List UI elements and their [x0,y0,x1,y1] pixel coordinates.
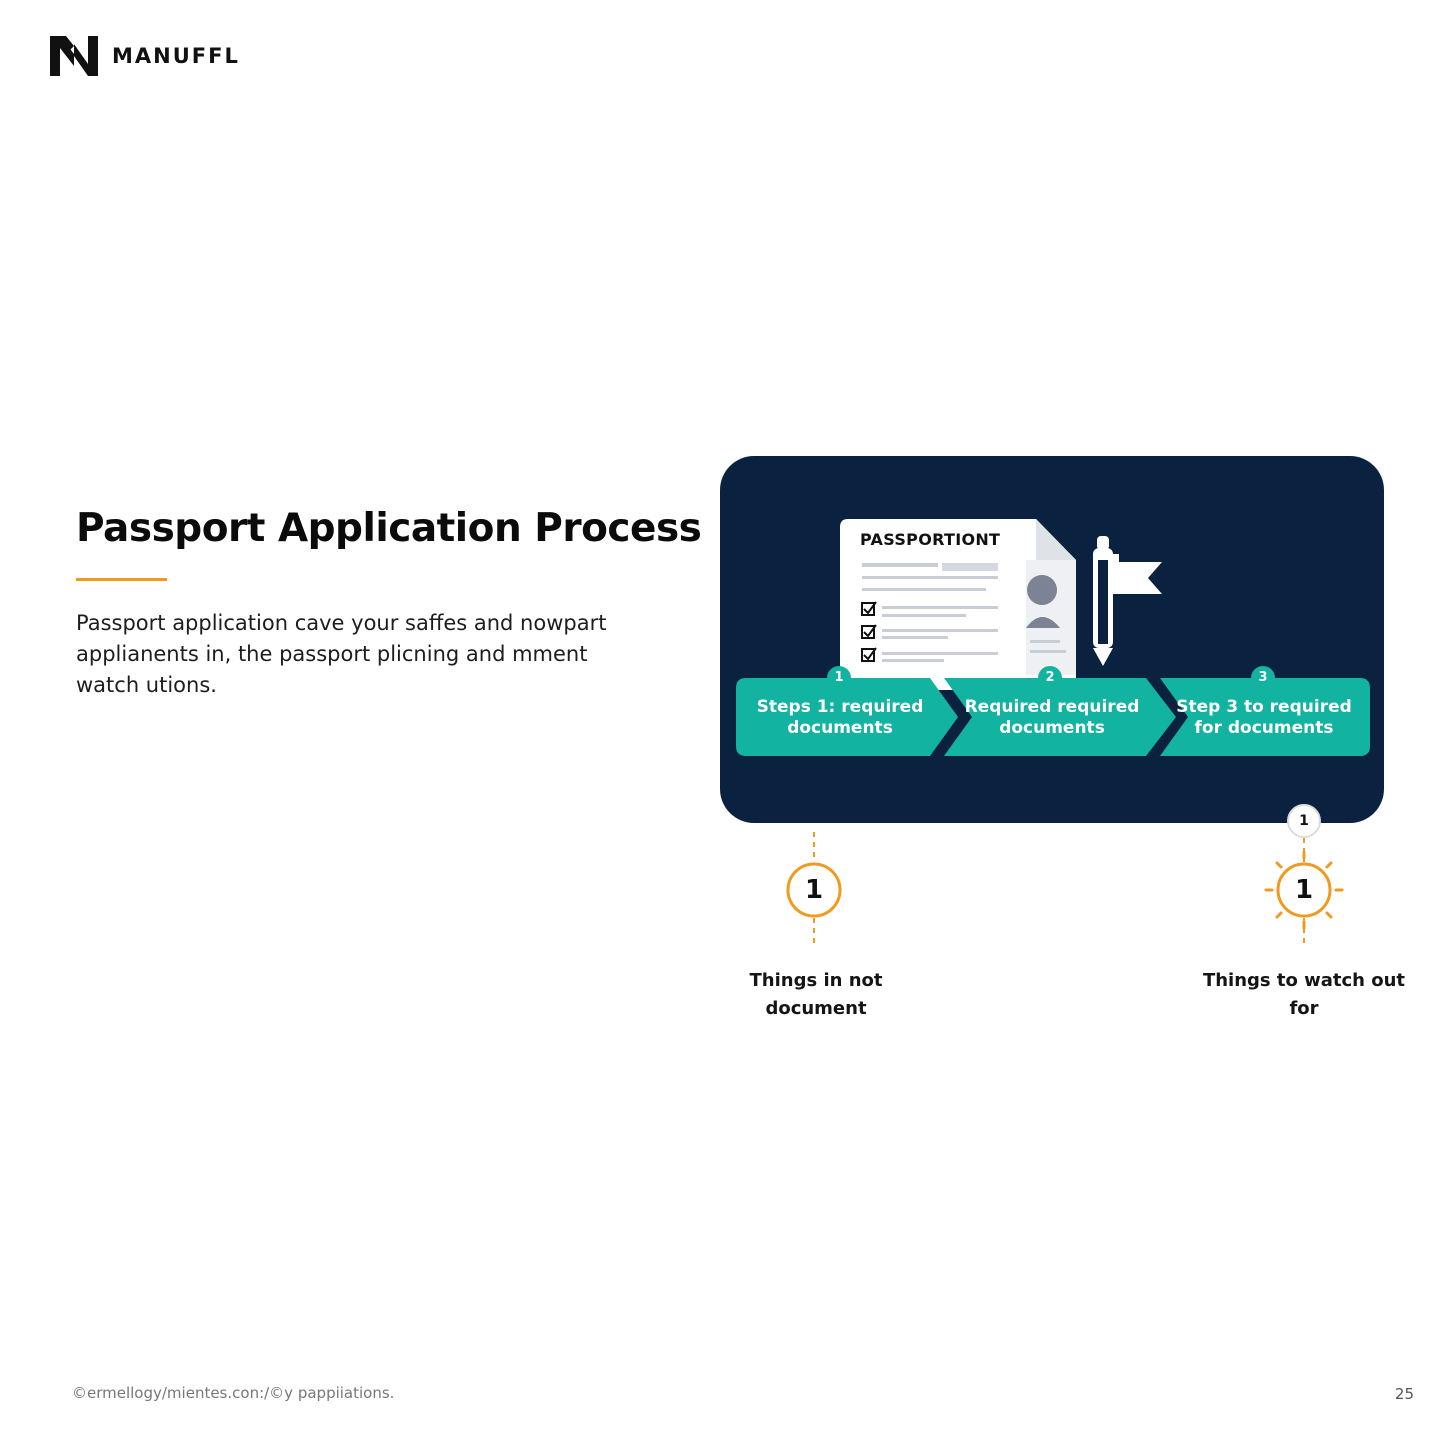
callout-label-right: Things to watch out for [1202,970,1406,1019]
page-title: Passport Application Process [76,506,702,551]
callout-number-right: 1 [1294,875,1314,905]
document-title: PASSPORTIONT [860,530,1001,549]
pen-icon [1093,536,1119,666]
page-number: 25 [1394,1385,1414,1403]
step-label-2: Required required documents [964,697,1140,738]
step-number-2: 2 [1038,666,1062,690]
callout-marker: 1 [1287,804,1321,838]
callout-connectors [814,832,1304,948]
footer-source: ©ermellogy/mientes.con:/©y pappiiations. [72,1384,395,1402]
flag-icon [1119,562,1162,594]
callout-number-left: 1 [804,875,824,905]
step-label-1: Steps 1: required documents [756,697,924,738]
step-number-1: 1 [827,666,851,690]
step-label-3: Step 3 to required for documents [1176,697,1352,738]
callout-label-left: Things in not document [749,970,883,1019]
step-number-3: 3 [1251,666,1275,690]
brand-name: MANUFFL [112,44,240,68]
intro-paragraph: Passport application cave your saffes and nowpart applianents in, the passport plicning and mment watch utions. [76,611,607,697]
